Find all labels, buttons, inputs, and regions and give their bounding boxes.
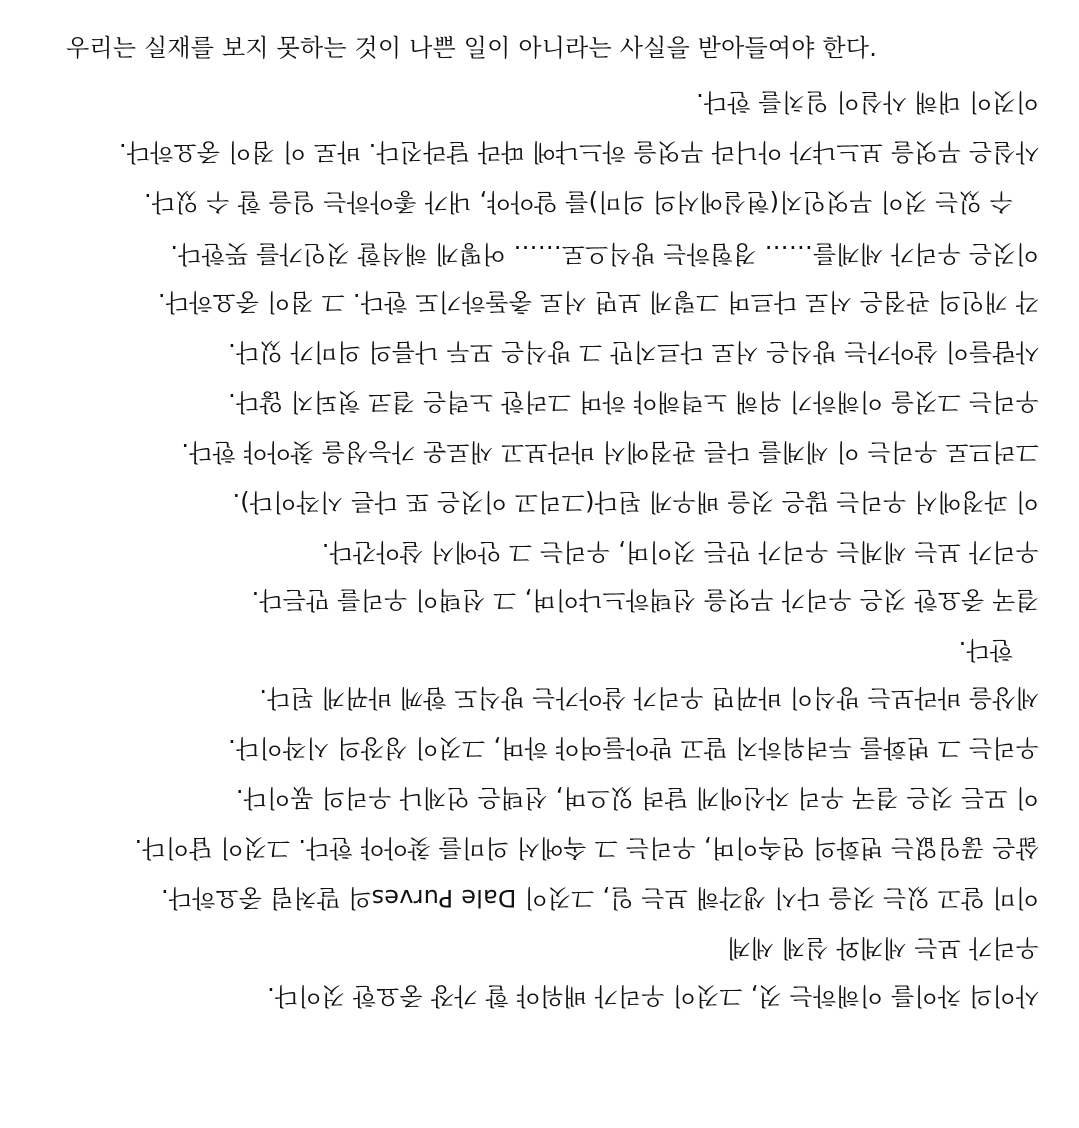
text-line-19: 우리가 보는 세계와 실제 세계 <box>727 934 1039 962</box>
text-line-13: 한다. <box>958 636 1013 664</box>
text-line-10: 이 과정에서 우리는 많은 것을 배우게 된다(그리고 이것은 또 다른 시작이다). <box>232 488 1039 516</box>
text-line-7: 사람들이 살아가는 방식은 서로 다르지만 그 방식은 모두 나름의 의미가 있다. <box>227 338 1039 366</box>
text-line-6: 각 개인의 관점은 서로 다르며 그렇게 보면 서로 충돌하기도 한다. 그 점이 중요하다. <box>157 288 1039 316</box>
text-line-12: 결국 중요한 것은 우리가 무엇을 선택하느냐이며, 그 선택이 우리를 만든다. <box>251 586 1039 614</box>
text-line-5: 이것은 우리가 세계를…… 경험하는 방식으로…… 어떻게 해석할 것인가를 뜻한다. <box>170 240 1039 268</box>
text-line-15: 우리는 그 변화를 두려워하지 말고 받아들여야 하며, 그것이 성장의 시작이다. <box>227 734 1039 762</box>
text-line-14: 세상을 바라보는 방식이 바뀌면 우리가 살아가는 방식도 함께 바뀌게 된다. <box>259 684 1039 712</box>
text-line-16: 이 모든 것은 결국 우리 자신에게 달려 있으며, 선택은 언제나 우리의 몫이다. <box>235 784 1039 812</box>
text-line-1: 우리는 실재를 보지 못하는 것이 나쁜 일이 아니라는 사실을 받아들여야 한다. <box>66 34 878 62</box>
text-line-20: 사이의 차이를 이해하는 것, 그것이 우리가 배워야 할 가장 중요한 것이다. <box>266 982 1039 1010</box>
text-line-8: 우리는 그것을 이해하기 위해 노력해야 하며 그러한 노력은 결코 헛되지 않다. <box>227 388 1039 416</box>
text-line-11: 우리가 보는 세계는 우리가 만든 것이며, 우리는 그 안에서 살아간다. <box>321 538 1039 566</box>
text-line-18: 이미 알고 있는 것을 다시 생각해 보는 일, 그것이 Dale Purves의 말처럼 중요하다. <box>160 884 1039 912</box>
text-line-9: 그러므로 우리는 이 세계를 다른 관점에서 바라보고 새로운 가능성을 찾아야 한다. <box>181 438 1039 466</box>
text-line-17: 삶은 끊임없는 변화의 연속이며, 우리는 그 속에서 의미를 찾아야 한다. 그것이 답이다. <box>134 834 1039 862</box>
text-line-3: 사실은 무엇을 보느냐가 아니라 무엇을 하느냐에 따라 달라진다. 바로 이 점이 중요하다. <box>118 138 1039 166</box>
text-line-2: 이것이 대해 사실이 일치를 한다. <box>695 88 1039 116</box>
text-line-4: 수 있는 것이 무엇인지(현실에서의 의미)를 알아야, 내가 좋아하는 일을 할 수 있다. <box>143 188 1013 216</box>
